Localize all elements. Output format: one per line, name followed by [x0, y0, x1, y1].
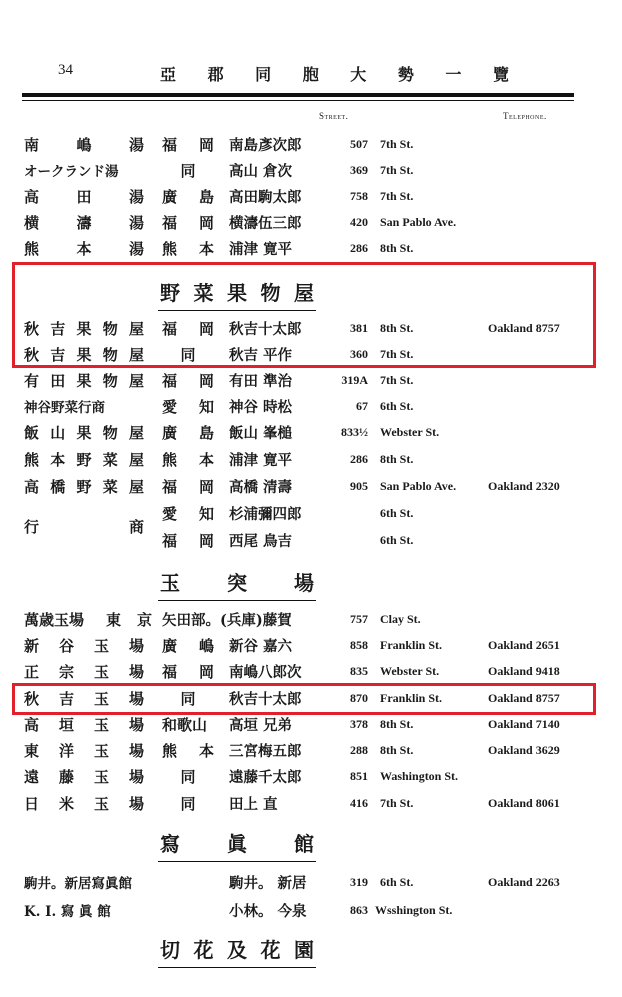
table-row: [0, 212, 622, 238]
telephone: Oakland 9418: [488, 664, 560, 678]
street-name: 6th St.: [380, 506, 414, 520]
person-name: 神谷 時松: [229, 399, 293, 416]
street-name: 6th St.: [380, 399, 414, 413]
street-name: 6th St.: [380, 875, 414, 889]
street-number: 378: [350, 717, 368, 731]
street-number: 507: [350, 137, 368, 151]
person-name: 秋吉十太郎: [229, 321, 302, 338]
prefecture: 和歌山: [162, 716, 208, 734]
telephone: Oakland 8757: [488, 321, 560, 335]
prefecture: 福 岡: [162, 320, 214, 338]
business-name: 神谷野菜行商: [24, 400, 105, 416]
business-name: 東 洋 玉 場: [24, 742, 144, 760]
header-rule-thick: [22, 93, 574, 97]
person-name: 田上 直: [229, 796, 278, 813]
street-number: 905: [350, 479, 368, 493]
prefecture: 廣 嶋: [162, 637, 214, 655]
prefecture: 福 岡: [162, 214, 214, 232]
street-number: 758: [350, 189, 368, 203]
street-name: Franklin St.: [380, 691, 443, 705]
person-name: 浦津 寛平: [229, 241, 293, 258]
street-name: Webster St.: [380, 425, 440, 439]
table-row: [0, 714, 622, 740]
street-name: 7th St.: [380, 137, 414, 151]
business-name: オークランド湯: [24, 164, 119, 180]
prefecture: 同: [180, 795, 196, 813]
business-name: 熊 本 野 菜 屋: [24, 451, 144, 469]
page-number: 34: [58, 62, 73, 78]
table-row: [0, 370, 622, 396]
street-name: San Pablo Ave.: [380, 479, 457, 493]
telephone: Oakland 8061: [488, 796, 560, 810]
table-row: [0, 766, 622, 792]
table-row: [0, 740, 622, 766]
street-number: 757: [350, 612, 368, 626]
header-rule-thin: [22, 100, 574, 101]
table-row: [0, 160, 622, 186]
prefecture: 福 岡: [162, 663, 214, 681]
street-name: 6th St.: [380, 533, 414, 547]
business-name: 高 橋 野 菜 屋: [24, 478, 144, 496]
street-number: 833½: [341, 425, 368, 439]
column-header-telephone: Telephone.: [503, 111, 547, 121]
person-name: 杉浦彌四郎: [229, 506, 302, 523]
telephone: Oakland 2320: [488, 479, 560, 493]
section-heading-flowers: 切 花 及 花 園: [160, 937, 314, 962]
prefecture: 同: [180, 346, 196, 364]
street-number: 420: [350, 215, 368, 229]
street-name: San Pablo Ave.: [380, 215, 457, 229]
prefecture: 東 京: [106, 611, 152, 629]
prefecture: 愛 知: [162, 398, 214, 416]
table-row: [0, 422, 622, 448]
table-row: [0, 238, 622, 264]
street-name: 8th St.: [380, 743, 414, 757]
prefecture: 同: [180, 768, 196, 786]
prefecture: 熊 本: [162, 240, 214, 258]
street-name: Webster St.: [380, 664, 440, 678]
person-name: 南嶋八郎次: [229, 664, 302, 681]
street-number: 288: [350, 743, 368, 757]
section-underline: [158, 861, 316, 862]
street-name: Clay St.: [380, 612, 421, 626]
person-name: 浦津 寛平: [229, 452, 293, 469]
section-heading-billiards: 玉 突 場: [160, 570, 314, 595]
person-name: 飯山 峯槌: [229, 425, 293, 442]
street-name: 7th St.: [380, 796, 414, 810]
table-row: [0, 186, 622, 212]
section-heading-fruit: 野 菜 果 物 屋: [160, 280, 314, 305]
person-name: 西尾 鳥吉: [229, 533, 293, 550]
street-name: 7th St.: [380, 163, 414, 177]
business-name: 有 田 果 物 屋: [24, 372, 144, 390]
business-name: 秋 吉 果 物 屋: [24, 320, 144, 338]
street-name: 8th St.: [380, 717, 414, 731]
business-name: 遠 藤 玉 場: [24, 768, 144, 786]
prefecture: 福 岡: [162, 136, 214, 154]
business-name: 高 田 湯: [24, 188, 144, 206]
business-name: K. I. 寫 眞 館: [24, 904, 111, 920]
person-name: 高橋 清壽: [229, 479, 293, 496]
highlight-box-fruit: [12, 262, 596, 368]
street-name: Franklin St.: [380, 638, 443, 652]
person-name: 駒井。 新居: [229, 875, 307, 892]
person-name: 矢田部。(兵庫)藤賀: [162, 612, 292, 629]
person-name: 新谷 嘉六: [229, 638, 293, 655]
person-name: 横濤伍三郎: [229, 215, 302, 232]
street-name: Washington St.: [380, 769, 459, 783]
street-name: 8th St.: [380, 452, 414, 466]
table-row: [0, 449, 622, 475]
business-name: 新 谷 玉 場: [24, 637, 144, 655]
business-name: 横 濤 湯: [24, 214, 144, 232]
business-name: 飯 山 果 物 屋: [24, 424, 144, 442]
street-name: 7th St.: [380, 189, 414, 203]
street-number: 286: [350, 241, 368, 255]
table-row: [0, 396, 622, 422]
street-number: 851: [350, 769, 368, 783]
street-number: 416: [350, 796, 368, 810]
telephone: Oakland 3629: [488, 743, 560, 757]
peddler-label-row: [0, 516, 622, 542]
person-name: 三宮梅五郎: [229, 743, 302, 760]
person-name: 高垣 兄弟: [229, 717, 293, 734]
business-name: 日 米 玉 場: [24, 795, 144, 813]
business-name: 正 宗 玉 場: [24, 663, 144, 681]
business-name: 萬歳玉場: [24, 611, 85, 629]
person-name: 秋吉十太郎: [229, 691, 302, 708]
table-row: [0, 793, 622, 819]
street-name: Wsshington St.: [375, 903, 453, 917]
street-number: 870: [350, 691, 368, 705]
street-name: 7th St.: [380, 373, 414, 387]
peddler-label: 行 商: [24, 518, 144, 536]
business-name: 秋 吉 果 物 屋: [24, 346, 144, 364]
telephone: Oakland 7140: [488, 717, 560, 731]
street-number: 286: [350, 452, 368, 466]
prefecture: 廣 島: [162, 188, 214, 206]
person-name: 遠藤千太郎: [229, 769, 302, 786]
street-number: 381: [350, 321, 368, 335]
prefecture: 福 岡: [162, 532, 214, 550]
street-number: 858: [350, 638, 368, 652]
table-row: [0, 476, 622, 502]
table-row: [0, 900, 622, 926]
prefecture: 熊 本: [162, 451, 214, 469]
street-number: 369: [350, 163, 368, 177]
business-name: 駒井。新居寫眞館: [24, 876, 132, 892]
prefecture: 福 岡: [162, 478, 214, 496]
column-header-street: Street.: [319, 111, 349, 121]
person-name: 高田駒太郎: [229, 189, 302, 206]
prefecture: 廣 島: [162, 424, 214, 442]
prefecture: 同: [180, 162, 196, 180]
street-number: 319A: [341, 373, 368, 387]
highlight-box-billiards: [12, 683, 596, 715]
telephone: Oakland 2651: [488, 638, 560, 652]
business-name: 秋 吉 玉 場: [24, 690, 144, 708]
page-title: 亞 郡 同 胞 大 勢 一 覽: [160, 65, 522, 84]
table-row: [0, 635, 622, 661]
person-name: 小林。 今泉: [229, 903, 307, 920]
person-name: 南島彥次郎: [229, 137, 302, 154]
person-name: 秋吉 平作: [229, 347, 293, 364]
table-row: [0, 134, 622, 160]
telephone: Oakland 8757: [488, 691, 560, 705]
prefecture: 福 岡: [162, 372, 214, 390]
prefecture: 愛 知: [162, 505, 214, 523]
prefecture: 熊 本: [162, 742, 214, 760]
street-number: 835: [350, 664, 368, 678]
section-underline: [158, 967, 316, 968]
street-name: 8th St.: [380, 321, 414, 335]
prefecture: 同: [180, 690, 196, 708]
street-number: 360: [350, 347, 368, 361]
business-name: 高 垣 玉 場: [24, 716, 144, 734]
person-name: 高山 倉次: [229, 163, 293, 180]
telephone: Oakland 2263: [488, 875, 560, 889]
street-name: 8th St.: [380, 241, 414, 255]
person-name: 有田 準治: [229, 373, 293, 390]
business-name: 熊 本 湯: [24, 240, 144, 258]
table-row: [0, 872, 622, 898]
street-number: 67: [356, 399, 368, 413]
section-underline: [158, 600, 316, 601]
street-number: 319: [350, 875, 368, 889]
street-name: 7th St.: [380, 347, 414, 361]
table-row: [0, 609, 622, 635]
business-name: 南 嶋 湯: [24, 136, 144, 154]
street-number: 863: [350, 903, 368, 917]
section-heading-photo: 寫 眞 館: [160, 831, 314, 856]
